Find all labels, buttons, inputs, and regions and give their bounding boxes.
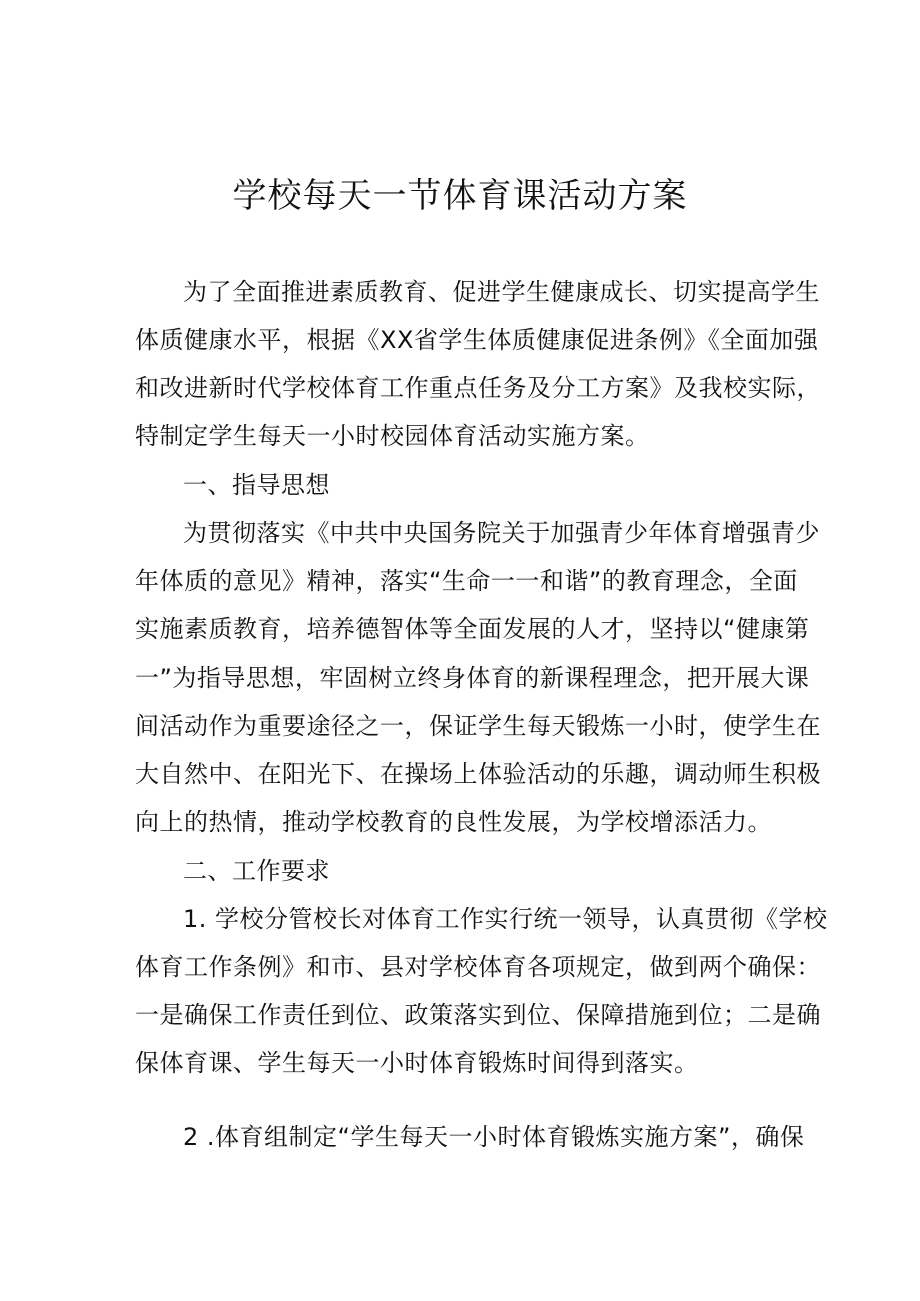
paragraph-line: 间活动作为重要途径之一，保证学生每天锻炼一小时，使学生在 [135, 712, 821, 740]
paragraph-line: 和改进新时代学校体育工作重点任务及分工方案》及我校实际， [135, 374, 821, 402]
paragraph-line: 年体质的意见》精神，落实“生命一一和谐”的教育理念，全面 [135, 567, 798, 595]
paragraph-line: 体育工作条例》和市、县对学校体育各项规定，做到两个确保： [135, 953, 821, 981]
paragraph-line: 为了全面推进素质教育、促进学生健康成长、切实提高学生 [183, 278, 820, 306]
paragraph-line: 一”为指导思想，牢固树立终身体育的新课程理念，把开展大课 [135, 664, 810, 692]
document-title: 学校每天一节体育课活动方案 [232, 176, 688, 216]
paragraph-line: 2 .体育组制定“学生每天一小时体育锻炼实施方案”，确保 [183, 1123, 805, 1151]
paragraph-line: 体质健康水平，根据《XX省学生体质健康促进条例》《全面加强 [135, 326, 819, 354]
section-heading: 二、工作要求 [183, 857, 330, 885]
paragraph-line: 为贯彻落实《中共中央国务院关于加强青少年体育增强青少 [183, 519, 820, 547]
paragraph-line: 大自然中、在阳光下、在操场上体验活动的乐趣，调动师生积极 [135, 760, 821, 788]
paragraph-line: 1. 学校分管校长对体育工作实行统一领导，认真贯彻《学校 [183, 905, 828, 933]
paragraph-line: 特制定学生每天一小时校园体育活动实施方案。 [135, 422, 650, 450]
paragraph-line: 实施素质教育，培养德智体等全面发展的人才，坚持以“健康第 [135, 615, 810, 643]
paragraph-line: 保体育课、学生每天一小时体育锻炼时间得到落实。 [135, 1049, 699, 1077]
section-heading: 一、指导思想 [183, 471, 330, 499]
paragraph-line: 向上的热情，推动学校教育的良性发展，为学校增添活力。 [135, 808, 772, 836]
paragraph-line: 一是确保工作责任到位、政策落实到位、保障措施到位；二是确 [135, 1001, 821, 1029]
